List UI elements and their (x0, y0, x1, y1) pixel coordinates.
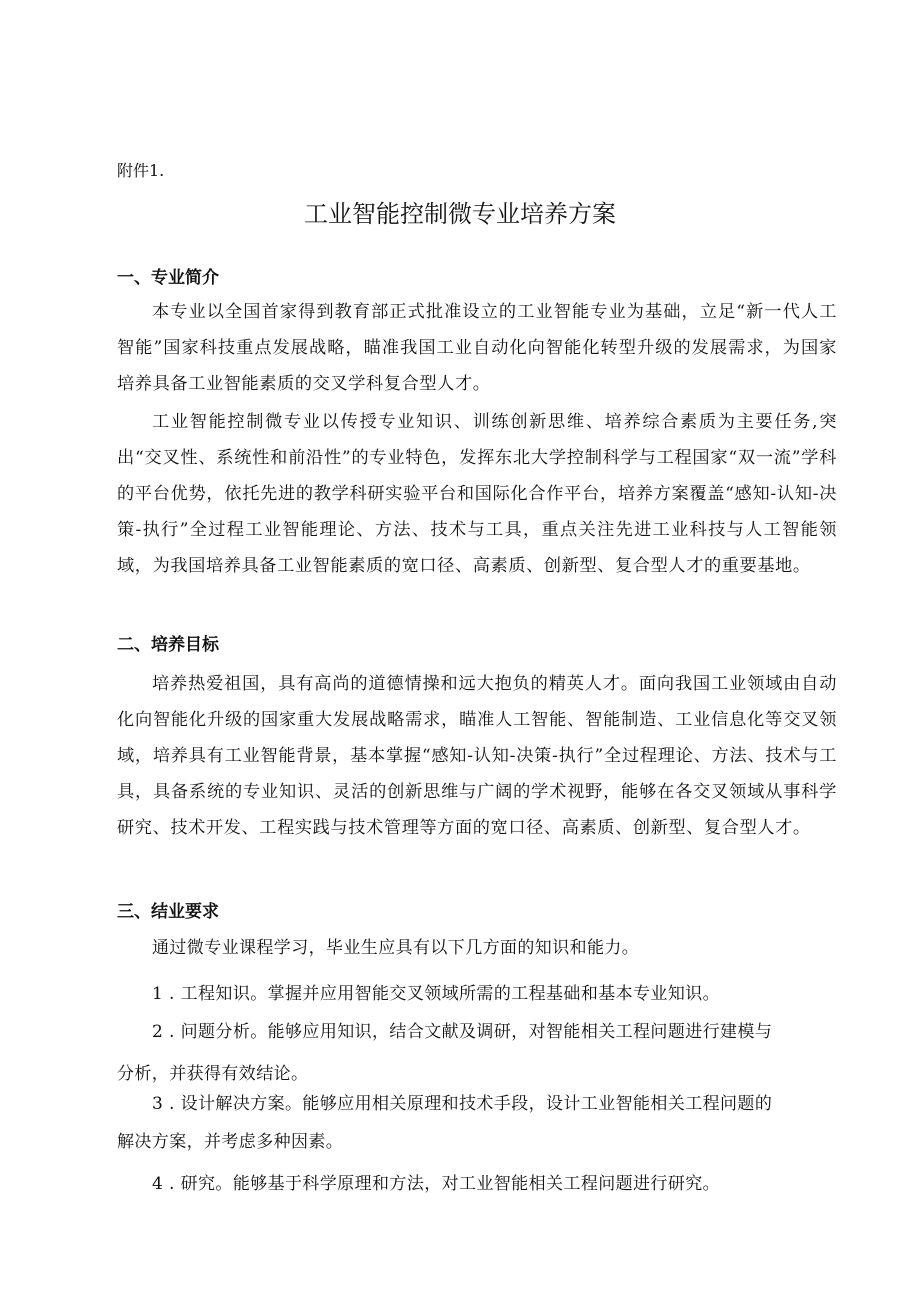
requirement-item: 4 . 研究。能够基于科学原理和方法，对工业智能相关工程问题进行研究。 (152, 1174, 721, 1194)
attachment-label: 附件1. (117, 161, 165, 180)
section-goals-paragraph: 培养热爱祖国，具有高尚的道德情操和远大抱负的精英人才。面向我国工业领域由自动化向智能化升级的国家重大发展战略需求，瞄准人工智能、智能制造、工业信息化等交叉领域，培养具有工业智能背景，基本掌握“感知-认知-决策-执行”全过程理论、方法、技术与工具，具备系统的专业知识、灵活的创新思维与广阔的学术视野，能够在各交叉领域从事科学研究、技术开发、工程实践与技术管理等方面的宽口径、高素质、创新型、复合型人才。 (117, 674, 837, 838)
section-intro-paragraph-2: 工业智能控制微专业以传授专业知识、训练创新思维、培养综合素质为主要任务,突出“交叉性、系统性和前沿性”的专业特色，发挥东北大学控制科学与工程国家“双一流”学科的平台优势，依托先进的教学科研实验平台和国际化合作平台，培养方案覆盖“感知-认知-决策-执行”全过程工业智能理论、方法、技术与工具，重点关注先进工业科技与人工智能领域，为我国培养具备工业智能素质的宽口径、高素质、创新型、复合型人才的重要基地。 (117, 412, 837, 576)
requirement-item: 1 . 工程知识。掌握并应用智能交叉领域所需的工程基础和基本专业知识。 (152, 984, 721, 1004)
section-heading-intro: 一、专业简介 (117, 268, 219, 288)
section-intro-paragraph-1: 本专业以全国首家得到教育部正式批准设立的工业智能专业为基础，立足“新一代人工智能”国家科技重点发展战略，瞄准我国工业自动化向智能化转型升级的发展需求，为国家培养具备工业智能素质的交叉学科复合型人才。 (117, 302, 837, 394)
section-heading-requirements: 三、结业要求 (117, 902, 219, 922)
requirement-item: 2 . 问题分析。能够应用知识，结合文献及调研，对智能相关工程问题进行建模与 (152, 1022, 773, 1042)
requirements-intro: 通过微专业课程学习，毕业生应具有以下几方面的知识和能力。 (152, 938, 640, 958)
requirement-item-continuation: 分析，并获得有效结论。 (117, 1064, 309, 1084)
document-title: 工业智能控制微专业培养方案 (304, 200, 616, 228)
requirement-item: 3 . 设计解决方案。能够应用相关原理和技术手段，设计工业智能相关工程问题的 (152, 1094, 773, 1114)
section-heading-goals: 二、培养目标 (117, 635, 219, 655)
requirement-item-continuation: 解决方案，并考虑多种因素。 (117, 1132, 344, 1152)
